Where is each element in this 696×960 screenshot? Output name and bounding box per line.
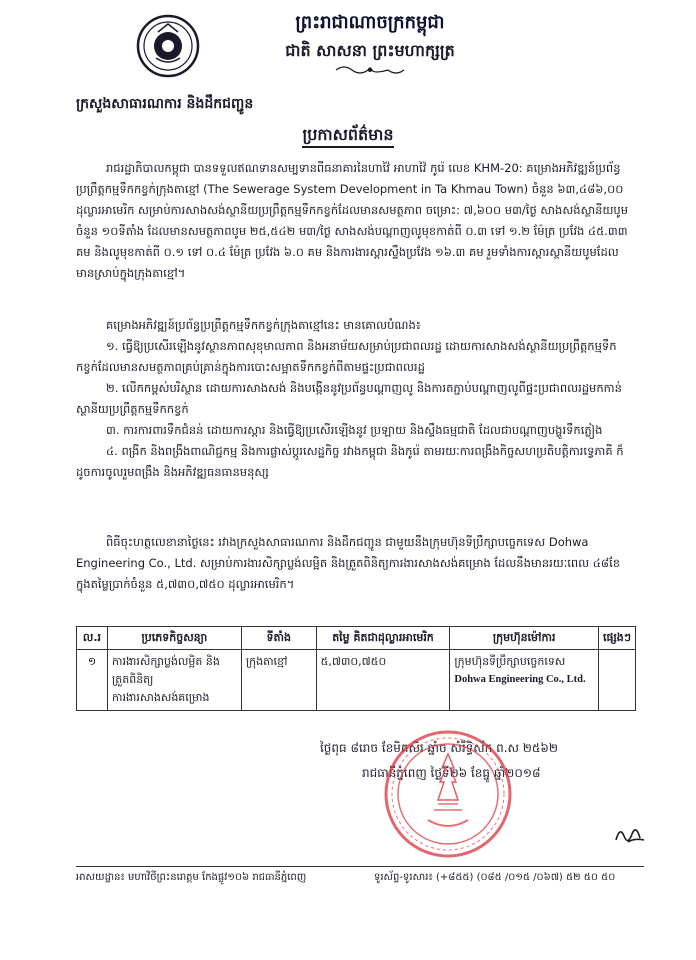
cell-firm — [450, 650, 599, 711]
announcement-title — [0, 124, 696, 148]
cell-type: ការងារសិក្សាប្លង់លម្អិត និងត្រួតពិនិត្យការងារសាងសង់គម្រោង — [107, 650, 241, 711]
firm-name-en: Dohwa Engineering Co., Ltd. — [454, 674, 586, 685]
goal-item-2: ២. លើកកម្ពស់បរិស្ថាន ដោយការសាងសង់ និងបង្កើននូវប្រព័ន្ធបណ្តាញលូ និងការតភ្ជាប់បណ្តាញលូពីផ្ទះប្រជាពលរដ្ឋមកកាន់ស្ថានីយប្រព្រឹត្តកម្មទឹកកខ្វក់ — [76, 381, 622, 416]
footer-phone: ទូរស័ព្ទ-ទូរសារ៖ (+៨៥៥) (០៨៥ /០១៥ /០៦៧) ៥២ ៥០ ៥០ — [374, 872, 616, 883]
ministry-name: ក្រសួងសាធារណការ និងដឹកជញ្ជូន — [76, 96, 254, 112]
contract-table — [76, 626, 636, 711]
kingdom-heading: ព្រះរាជាណាចក្រកម្ពុជា — [295, 12, 445, 33]
col-header-other: ផ្សេងៗ — [599, 627, 636, 650]
col-header-firm: ក្រុមហ៊ុនម៉ៅការ — [450, 627, 599, 650]
goal-item-3: ៣. ការការពារទឹកជំនន់ ដោយការស្តារ និងធ្វើឱ្យប្រសើរឡើងនូវ ប្រឡាយ និងស្ទឹងធម្មជាតិ ដែលជាបណ្តាញបង្ហូរទឹកភ្លៀង — [106, 423, 603, 437]
lunar-date: ថ្ងៃពុធ ៨រោច ខែមិគសិរ ឆ្នាំច សំរឹទ្ធិស័ក ព.ស ២៥៦២ — [320, 741, 558, 755]
goal-item-1: ១. ធ្វើឱ្យប្រសើរឡើងនូវស្ថានភាពសុខុមាលភាព និងអនាម័យសម្រាប់ប្រជាពលរដ្ឋ ដោយការសាងសង់ស្ថានីយប្រព្រឹត្តកម្មទឹកកខ្វក់ដែលមានសមត្ថភាពគ្រប់គ្រាន់ក្នុងការបោះសម្អាតទឹកកខ្វក់ពីតាមផ្ទះប្រជាពលរដ្ឋ — [76, 339, 617, 374]
col-header-no: ល.រ — [77, 627, 108, 650]
table-row — [77, 650, 636, 711]
footer-address: អាសយដ្ឋាន៖ មហាវិថីព្រះនរោត្តម កែងផ្លូវ១០៦ រាជធានីភ្នំពេញ — [76, 872, 307, 883]
intro-paragraph: រាជរដ្ឋាភិបាលកម្ពុជា បានទទួលឥណទានសម្បទានពីធនាគារនៃហាវ៉ៃ អាហាវ៉ៃ កូរ៉េ លេខ KHM-20: គម្រោងអភិវឌ្ឍន៍ប្រព័ន្ធប្រព្រឹត្តកម្មទឹកកខ្វក់ក្រុងតាខ្មៅ (The Sewerage System Development in Ta Khmau Town) ចំនួន ៦៣,៤៨៦,០០ ដុល្លារអាមេរិក សម្រាប់ការសាងសង់ស្ថានីយប្រព្រឹត្តកម្មទឹកកខ្វក់ដែលមានសមត្ថភាព ចម្រោះ: ៧,៦០០ ម៣/ថ្ងៃ សាងសង់ស្ថានីយបូមចំនួន ១០ទីតាំង ដែលមានសមត្ថភាពបូម ២៥,៥៤២ ម៣/ថ្ងៃ សាងសង់បណ្តាញលូមុខកាត់ពី ០.៣ ទៅ ១.២ ម៉ែត្រ ប្រវែង ៤៥.៣៣ គម និងលូមុខកាត់ពី ០.១ ទៅ ០.៤ ម៉ែត្រ ប្រវែង ៦.០ គម និងការងារស្តារស្ទឹងប្រវែង ១៦.៣ គម រួមទាំងការស្តារស្ថានីយបូមដែលមានស្រាប់ក្នុងក្រុងតាខ្មៅ។ — [76, 161, 629, 280]
footer-divider — [76, 866, 644, 867]
col-header-value: តម្លៃ គិតជាដុល្លារអាមេរិក — [316, 627, 450, 650]
ministry-logo — [136, 14, 200, 78]
cell-location: ក្រុងតាខ្មៅ — [241, 650, 316, 711]
cell-no: ១ — [77, 650, 108, 711]
goal-item-4: ៤. ពង្រីក និងពង្រឹងពាណិជ្ជកម្ម និងការផ្លាស់ប្តូរសេដ្ឋកិច្ច រវាងកម្ពុជា និងកូរ៉េ តាមរយៈការពង្រឹងកិច្ចសហប្រតិបត្តិការទ្វេភាគី ក៏ដូចការចូលរួមពង្រឹង និងអភិវឌ្ឍធនធានមនុស្ស — [76, 444, 624, 479]
firm-name-kh: ក្រុមហ៊ុនទីប្រឹក្សាបច្ចេកទេស — [454, 655, 566, 668]
official-seal-icon — [378, 724, 518, 864]
col-header-location: ទីតាំង — [241, 627, 316, 650]
goals-section — [76, 315, 636, 483]
signing-paragraph: ពិធីចុះហត្ថលេខានាថ្ងៃនេះ រវាងក្រសួងសាធារណការ និងដឹកជញ្ជូន ជាមួយនឹងក្រុមហ៊ុនទីប្រឹក្សាបច្ចេកទេស Dohwa Engineering Co., Ltd. សម្រាប់ការងារសិក្សាប្លង់លម្អិត និងត្រួតពិនិត្យការងារសាងសង់គម្រោង ដែលនឹងមានរយៈពេល ៤៨ខែ ក្នុងតម្លៃប្រាក់ចំនួន ៥,៧៣០,៧៥០ ដុល្លារអាមេរិក។ — [76, 535, 621, 591]
table-header-row — [77, 627, 636, 650]
col-header-type: ប្រភេទកិច្ចសន្យា — [107, 627, 241, 650]
cell-value: ៥,៧៣០,៧៥០ — [316, 650, 450, 711]
national-motto: ជាតិ សាសនា ព្រះមហាក្សត្រ — [285, 41, 455, 60]
cell-other — [599, 650, 636, 711]
goals-intro: គម្រោងអភិវឌ្ឍន៍ប្រព័ន្ធប្រព្រឹត្តកម្មទឹកកខ្វក់ក្រុងតាខ្មៅនេះ មានគោលបំណង៖ — [106, 318, 421, 332]
solar-date: រាជធានីភ្នំពេញ ថ្ងៃទី២៦ ខែធ្នូ ឆ្នាំ២០១៨ — [362, 766, 541, 780]
announcement-title-text: ប្រកាសព័ត៌មាន — [302, 125, 393, 148]
signature-icon — [612, 820, 648, 848]
ornament-divider — [334, 64, 406, 76]
